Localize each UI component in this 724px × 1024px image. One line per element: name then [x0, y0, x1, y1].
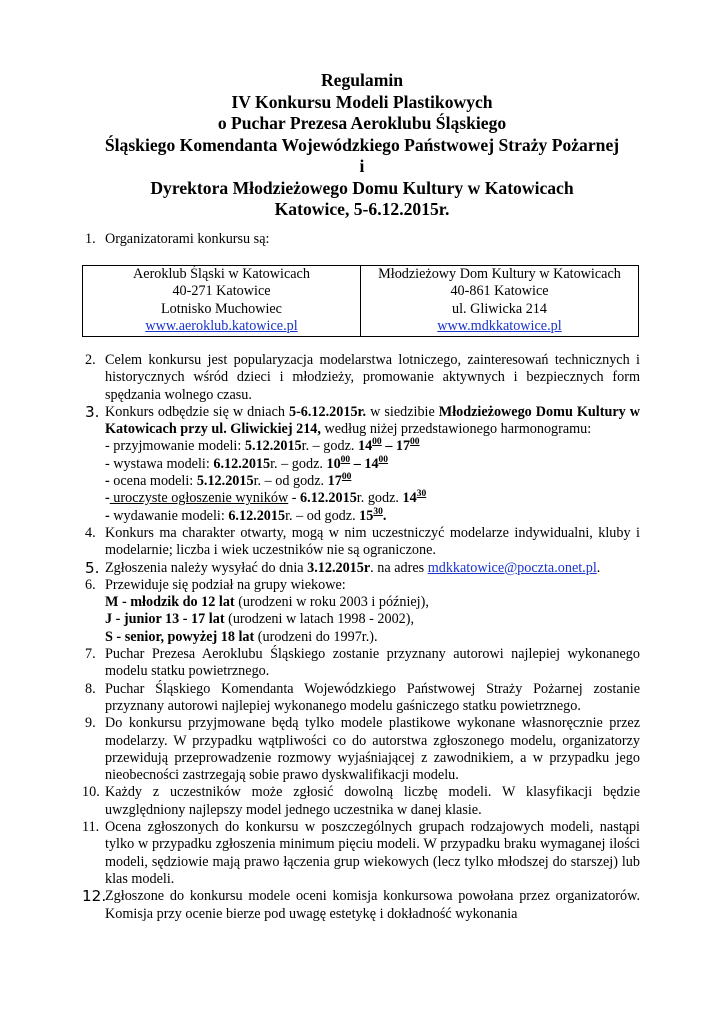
- item-text: Zgłoszenia należy wysyłać do dnia 3.12.2015r. na adres mdkkatowice@poczta.onet.pl.: [105, 559, 601, 576]
- rules-list: [82, 352, 640, 923]
- list-item: [85, 558, 640, 577]
- item-text: Do konkursu przyjmowane będą tylko modele plastikowe wykonane własnoręcznie przez modelarzy. W przypadku wątpliwości co do autorstwa zgłoszonego modelu, organizatorzy przewidują przeprowadzenie rozmowy wyjaśniającej z zawodnikiem, a w przypadku jego nieobecności zastrzegają sobie prawo dyskwalifikacji modelu.: [105, 715, 640, 784]
- item-number: 12.: [82, 887, 107, 906]
- item-text: Ocena zgłoszonych do konkursu w poszczególnych grupach rodzajowych modeli, nastąpi tylko w przypadku zgłoszenia minimum pięciu modeli. W przypadku braku wymaganej ilości modeli, sędziowie mają prawo łączenia grup wiekowych (lecz tylko młodszej do starszej) lub klas modeli.: [105, 819, 640, 887]
- age-group-line: M - młodzik do 12 lat (urodzeni w roku 2003 i później),: [105, 594, 429, 611]
- item-number: 4.: [85, 524, 96, 541]
- organizer-website-link[interactable]: www.aeroklub.katowice.pl: [145, 317, 298, 334]
- item-number: 2.: [85, 352, 96, 368]
- list-item: [85, 402, 640, 525]
- age-group-line: S - senior, powyżej 18 lat (urodzeni do 1997r.).: [105, 628, 378, 645]
- schedule-line: - przyjmowanie modeli: 5.12.2015r. – godz. $14^{00} - 17^{00}$: [105, 437, 420, 455]
- list-item: [85, 231, 640, 248]
- list-item: [85, 576, 640, 646]
- item-text: Zgłoszone do konkursu modele oceni komisja konkursowa powołana przez organizatorów. Komisja przy ocenie bierze pod uwagę estetykę i dokładność wykonania: [105, 888, 640, 922]
- item-number: 5.: [85, 558, 100, 577]
- title-line: o Puchar Prezesa Aeroklubu Śląskiego: [217, 113, 507, 133]
- item-number: 11.: [82, 819, 100, 836]
- age-group-line: J - junior 13 - 17 lat (urodzeni w latach 1998 - 2002),: [105, 611, 415, 628]
- title-line: Śląskiego Komendanta Wojewódzkiego Państwowej Straży Pożarnej: [104, 134, 620, 155]
- title-line: i: [359, 156, 365, 176]
- organizer-cell-mdk: [361, 266, 639, 337]
- organizer-address: ul. Gliwicka 214: [452, 300, 547, 317]
- item-text: Celem konkursu jest popularyzacja modelarstwa lotniczego, zainteresowań technicznych i historycznych wśród dzieci i młodzieży, promowanie aktywnych i bezpiecznych form spędzania wolnego czasu.: [105, 352, 640, 403]
- item-text: Puchar Prezesa Aeroklubu Śląskiego zostanie przyznany autorowi najlepiej wykonanego modelu statku powietrznego.: [105, 646, 640, 680]
- document-title: [60, 70, 664, 221]
- list-item: [82, 784, 640, 819]
- title-line: Regulamin: [320, 70, 404, 90]
- schedule-line: - uroczyste ogłoszenie wyników - 6.12.2015r. godz. $14^{30}$: [105, 489, 427, 507]
- item-number: 6.: [85, 576, 96, 593]
- title-line: Katowice, 5-6.12.2015r.: [274, 199, 450, 219]
- table-row: [83, 266, 639, 337]
- title-line: Dyrektora Młodzieżowego Domu Kultury w Katowicach: [150, 177, 574, 198]
- schedule-line: - wystawa modeli: 6.12.2015r. – godz. $10^{00} - 14^{00}$: [105, 454, 389, 472]
- organizer-name: Aeroklub Śląski w Katowicach: [133, 266, 310, 282]
- item-text: Przewiduje się podział na grupy wiekowe:: [105, 576, 346, 593]
- item-1-block: [85, 231, 640, 258]
- item-text: Konkurs odbędzie się w dniach 5-6.12.2015r. w siedzibie Młodzieżowego Domu Kultury w Katowicach przy ul. Gliwickiej 214, według niżej przedstawionego harmonogramu:: [105, 403, 640, 438]
- list-item: [82, 819, 640, 888]
- list-item: [85, 524, 640, 560]
- list-item: [85, 680, 640, 716]
- title-line: IV Konkursu Modeli Plastikowych: [231, 91, 493, 112]
- list-item: [85, 646, 640, 681]
- item-number: 9.: [85, 715, 96, 732]
- item-number: 8.: [85, 680, 96, 697]
- organizers-table: [82, 265, 639, 337]
- list-item: [85, 715, 640, 784]
- list-item: [85, 352, 640, 404]
- item-text: Konkurs ma charakter otwarty, mogą w nim uczestniczyć modelarze indywidualni, kluby i modelarnie; liczba i wiek uczestników nie są ograniczone.: [105, 524, 640, 559]
- item-text: Puchar Śląskiego Komendanta Wojewódzkiego Państwowej Straży Pożarnej zostanie przyznany autorowi najlepiej wykonanego modelu gaśniczego statku powietrznego.: [105, 680, 640, 714]
- organizer-name: Młodzieżowy Dom Kultury w Katowicach: [378, 266, 621, 282]
- organizer-postal: 40-271 Katowice: [172, 283, 271, 300]
- item-number: 7.: [85, 646, 96, 663]
- organizer-postal: 40-861 Katowice: [450, 283, 549, 300]
- schedule-line: - wydawanie modeli: 6.12.2015r. – od godz. $15^{30}$.: [105, 506, 387, 524]
- email-link[interactable]: mdkkatowice@poczta.onet.pl: [427, 559, 597, 576]
- list-item: [82, 887, 640, 923]
- organizer-website-link[interactable]: www.mdkkatowice.pl: [437, 317, 562, 334]
- item-number: 10.: [82, 784, 100, 801]
- organizer-address: Lotnisko Muchowiec: [161, 300, 282, 317]
- item-text: Każdy z uczestników może zgłosić dowolną liczbę modeli. W klasyfikacji będzie uwzględniony najlepszy model jednego uczestnika w danej klasie.: [105, 784, 640, 818]
- organizer-cell-aeroklub: [83, 266, 361, 337]
- item-number: 3.: [85, 402, 100, 421]
- schedule-line: - ocena modeli: 5.12.2015r. – od godz. $17^{00}$: [105, 472, 352, 490]
- item-number: 1.: [85, 231, 96, 247]
- item-text: Organizatorami konkursu są:: [105, 231, 270, 247]
